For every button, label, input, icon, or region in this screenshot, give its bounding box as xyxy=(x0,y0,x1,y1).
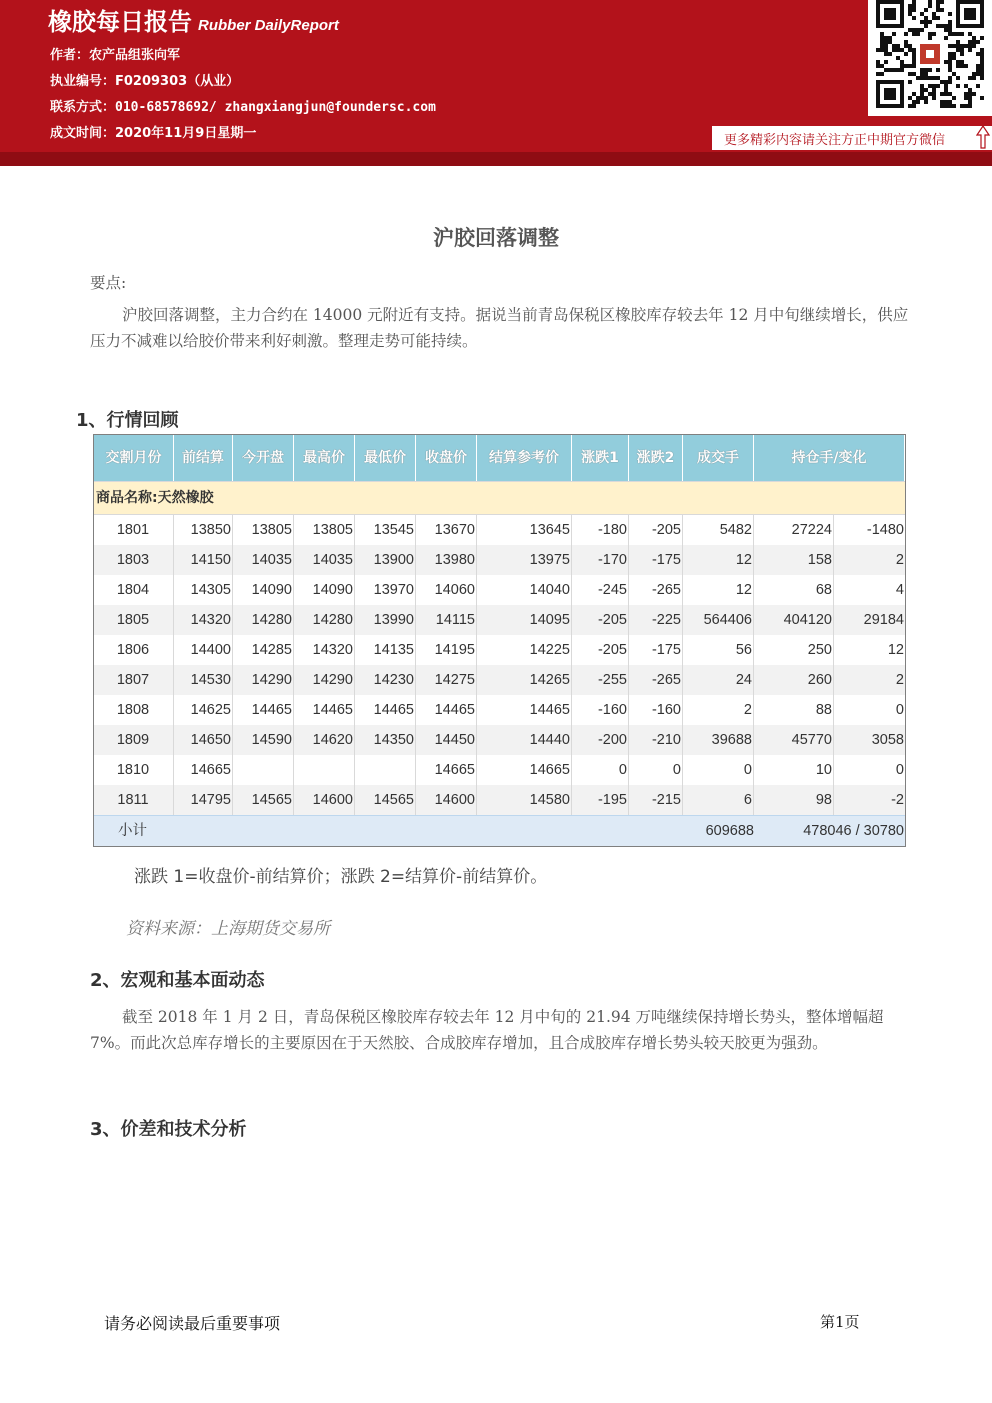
table-cell: 404120 xyxy=(754,605,834,635)
table-cell: 1811 xyxy=(94,785,174,815)
table-cell: 0 xyxy=(895,762,904,778)
table-cell: 12 xyxy=(683,575,754,605)
table-row xyxy=(94,635,905,665)
table-cell: 14450 xyxy=(416,725,477,755)
table-cell: 14565 xyxy=(233,785,294,815)
table-cell: 98 xyxy=(754,785,834,815)
table-cell: -1480 xyxy=(866,522,904,538)
table-cell: 14350 xyxy=(355,725,416,755)
header-bottom-bar xyxy=(0,152,992,166)
table-cell: 14090 xyxy=(233,575,294,605)
table-cell: -160 xyxy=(572,695,629,725)
section-heading-technical: 3、价差和技术分析 xyxy=(90,1119,247,1140)
table-row xyxy=(94,515,905,545)
table-cell: 14795 xyxy=(174,785,233,815)
table-cell xyxy=(233,755,294,785)
table-cell: -175 xyxy=(629,545,683,575)
table-cell: 13545 xyxy=(355,515,416,545)
table-cell: 14230 xyxy=(355,665,416,695)
page-number: 第1页 xyxy=(820,1313,860,1331)
table-cell: 13805 xyxy=(294,515,355,545)
table-cell: 0 xyxy=(895,702,904,718)
table-cell: 14650 xyxy=(174,725,233,755)
table-header-row xyxy=(94,435,905,481)
table-cell: 13645 xyxy=(477,515,572,545)
product-row xyxy=(94,481,905,515)
table-cell: -245 xyxy=(572,575,629,605)
table-cell: 13670 xyxy=(416,515,477,545)
column-header: 收盘价 xyxy=(416,435,477,481)
table-cell: 14090 xyxy=(294,575,355,605)
table-cell: 2 xyxy=(683,695,754,725)
table-row xyxy=(94,785,905,815)
wechat-note: 更多精彩内容请关注方正中期官方微信 xyxy=(724,133,946,148)
table-cell: 14290 xyxy=(294,665,355,695)
column-header: 最低价 xyxy=(355,435,416,481)
table-cell: -265 xyxy=(629,575,683,605)
table-cell: 14530 xyxy=(174,665,233,695)
table-cell: 13900 xyxy=(355,545,416,575)
table-cell: 45770 xyxy=(754,725,834,755)
table-cell: 12 xyxy=(887,642,904,658)
contact-line xyxy=(50,96,436,115)
table-cell: 29184 xyxy=(863,612,904,628)
table-cell: 6 xyxy=(683,785,754,815)
table-cell xyxy=(294,755,355,785)
table-cell: 5482 xyxy=(683,515,754,545)
table-cell: 88 xyxy=(754,695,834,725)
table-cell: 14115 xyxy=(416,605,477,635)
table-cell: 14320 xyxy=(294,635,355,665)
table-cell: 1809 xyxy=(94,725,174,755)
market-table xyxy=(93,434,906,847)
table-cell: 3058 xyxy=(871,732,904,748)
up-arrow-icon xyxy=(976,124,990,150)
table-cell: 14580 xyxy=(477,785,572,815)
table-cell: 260 xyxy=(754,665,834,695)
column-header: 涨跌2 xyxy=(629,435,683,481)
table-cell: 14620 xyxy=(294,725,355,755)
table-cell: 13975 xyxy=(477,545,572,575)
table-cell: -180 xyxy=(572,515,629,545)
column-header: 持仓手/变化 xyxy=(754,435,905,481)
table-cell: 14590 xyxy=(233,725,294,755)
table-cell: -215 xyxy=(629,785,683,815)
table-cell: -210 xyxy=(629,725,683,755)
table-cell: 14060 xyxy=(416,575,477,605)
table-cell: 14600 xyxy=(416,785,477,815)
table-cell: 14285 xyxy=(233,635,294,665)
table-row xyxy=(94,755,905,785)
table-cell: -195 xyxy=(572,785,629,815)
table-cell: 1805 xyxy=(94,605,174,635)
table-cell: 68 xyxy=(754,575,834,605)
table-cell: -205 xyxy=(572,605,629,635)
table-cell: 1804 xyxy=(94,575,174,605)
report-title xyxy=(48,2,339,37)
column-header: 最高价 xyxy=(294,435,355,481)
table-cell: 158 xyxy=(754,545,834,575)
table-cell: 14320 xyxy=(174,605,233,635)
table-cell xyxy=(355,755,416,785)
table-cell: 14465 xyxy=(294,695,355,725)
wechat-banner xyxy=(712,126,992,150)
table-cell: 14035 xyxy=(233,545,294,575)
table-cell: -160 xyxy=(629,695,683,725)
table-cell: 10 xyxy=(754,755,834,785)
table-cell: 14035 xyxy=(294,545,355,575)
table-cell: 4 xyxy=(895,582,904,598)
table-cell: 0 xyxy=(629,755,683,785)
table-cell: 14665 xyxy=(477,755,572,785)
table-cell: -2 xyxy=(891,792,904,808)
table-cell: 14040 xyxy=(477,575,572,605)
table-cell: 14465 xyxy=(416,695,477,725)
table-cell: 14600 xyxy=(294,785,355,815)
product-label: 商品名称:天然橡胶 xyxy=(96,490,214,506)
table-cell: 14225 xyxy=(477,635,572,665)
table-row xyxy=(94,605,905,635)
subtotal-volume: 609688 xyxy=(705,823,754,839)
table-cell: -170 xyxy=(572,545,629,575)
contact-label: 联系方式： xyxy=(50,100,116,115)
table-cell: 13970 xyxy=(355,575,416,605)
column-header: 交割月份 xyxy=(94,435,174,481)
column-header: 成交手 xyxy=(683,435,754,481)
table-row xyxy=(94,695,905,725)
table-cell: -255 xyxy=(572,665,629,695)
report-header xyxy=(0,0,992,152)
table-cell: 14465 xyxy=(355,695,416,725)
table-cell: -205 xyxy=(572,635,629,665)
table-row xyxy=(94,725,905,755)
report-title-cn: 橡胶每日报告 xyxy=(48,8,192,36)
table-cell: 14280 xyxy=(233,605,294,635)
document-title: 沪胶回落调整 xyxy=(433,225,559,250)
summary-label: 要点: xyxy=(90,274,127,292)
table-cell: 0 xyxy=(572,755,629,785)
license-line: 执业编号：F0209303（从业） xyxy=(50,74,240,89)
table-cell: 56 xyxy=(683,635,754,665)
table-cell: 14465 xyxy=(477,695,572,725)
table-cell: 14665 xyxy=(174,755,233,785)
table-cell: 1801 xyxy=(94,515,174,545)
section-heading-market-review: 1、行情回顾 xyxy=(76,410,179,431)
table-cell: -175 xyxy=(629,635,683,665)
table-cell: 13980 xyxy=(416,545,477,575)
table-cell: 14275 xyxy=(416,665,477,695)
data-source: 资料来源：上海期货交易所 xyxy=(126,919,330,939)
table-cell: 1810 xyxy=(94,755,174,785)
table-cell: 2 xyxy=(895,552,904,568)
date-line: 成文时间：2020年11月9日星期一 xyxy=(50,126,257,141)
table-cell: 14465 xyxy=(233,695,294,725)
author-line: 作者：农产品组张向军 xyxy=(50,48,181,63)
table-cell: 13805 xyxy=(233,515,294,545)
column-header: 前结算 xyxy=(174,435,233,481)
table-cell: 14135 xyxy=(355,635,416,665)
column-header: 今开盘 xyxy=(233,435,294,481)
column-header: 结算参考价 xyxy=(477,435,572,481)
table-cell: 13990 xyxy=(355,605,416,635)
table-cell: 14400 xyxy=(174,635,233,665)
table-row xyxy=(94,575,905,605)
qr-code-icon xyxy=(868,0,992,116)
table-body xyxy=(94,515,905,815)
report-title-en: Rubber DailyReport xyxy=(198,17,339,34)
macro-text: 截至 2018 年 1 月 2 日，青岛保税区橡胶库存较去年 12 月中旬的 21.94 万吨继续保持增长势头，整体增幅超 7%。而此次总库存增长的主要原因在于天然胶、合成胶库存增加，且合成胶库存增长势头较天胶更为强劲。 xyxy=(90,1008,884,1052)
table-cell: 14305 xyxy=(174,575,233,605)
table-cell: 14565 xyxy=(355,785,416,815)
table-cell: 1807 xyxy=(94,665,174,695)
table-cell: 27224 xyxy=(754,515,834,545)
table-cell: 12 xyxy=(683,545,754,575)
table-cell: -205 xyxy=(629,515,683,545)
table-cell: 2 xyxy=(895,672,904,688)
contact-value: 010-68578692/ zhangxiangjun@foundersc.com xyxy=(115,100,436,115)
table-cell: 1803 xyxy=(94,545,174,575)
table-cell: 14625 xyxy=(174,695,233,725)
table-cell: 564406 xyxy=(683,605,754,635)
table-cell: -200 xyxy=(572,725,629,755)
column-header: 涨跌1 xyxy=(572,435,629,481)
table-cell: 14290 xyxy=(233,665,294,695)
footer-disclaimer: 请务必阅读最后重要事项 xyxy=(104,1314,281,1333)
summary-text: 沪胶回落调整，主力合约在 14000 元附近有支持。据说当前青岛保税区橡胶库存较去年 12 月中旬继续增长，供应压力不减难以给胶价带来利好刺激。整理走势可能持续。 xyxy=(90,306,909,350)
table-cell: 14265 xyxy=(477,665,572,695)
table-row xyxy=(94,545,905,575)
table-cell: 250 xyxy=(754,635,834,665)
table-cell: 14195 xyxy=(416,635,477,665)
table-cell: 14665 xyxy=(416,755,477,785)
table-cell: 1808 xyxy=(94,695,174,725)
table-row xyxy=(94,665,905,695)
subtotal-open-interest: 478046 / 30780 xyxy=(803,823,904,839)
table-cell: 13850 xyxy=(174,515,233,545)
subtotal-row xyxy=(94,815,905,846)
table-cell: -225 xyxy=(629,605,683,635)
table-cell: -265 xyxy=(629,665,683,695)
table-cell: 39688 xyxy=(683,725,754,755)
table-cell: 14280 xyxy=(294,605,355,635)
table-cell: 24 xyxy=(683,665,754,695)
section-heading-macro: 2、宏观和基本面动态 xyxy=(90,970,265,991)
table-cell: 0 xyxy=(683,755,754,785)
table-cell: 14440 xyxy=(477,725,572,755)
subtotal-label: 小计 xyxy=(118,823,147,839)
table-note: 涨跌 1=收盘价-前结算价；涨跌 2=结算价-前结算价。 xyxy=(134,867,548,887)
table-cell: 14095 xyxy=(477,605,572,635)
table-cell: 14150 xyxy=(174,545,233,575)
table-cell: 1806 xyxy=(94,635,174,665)
